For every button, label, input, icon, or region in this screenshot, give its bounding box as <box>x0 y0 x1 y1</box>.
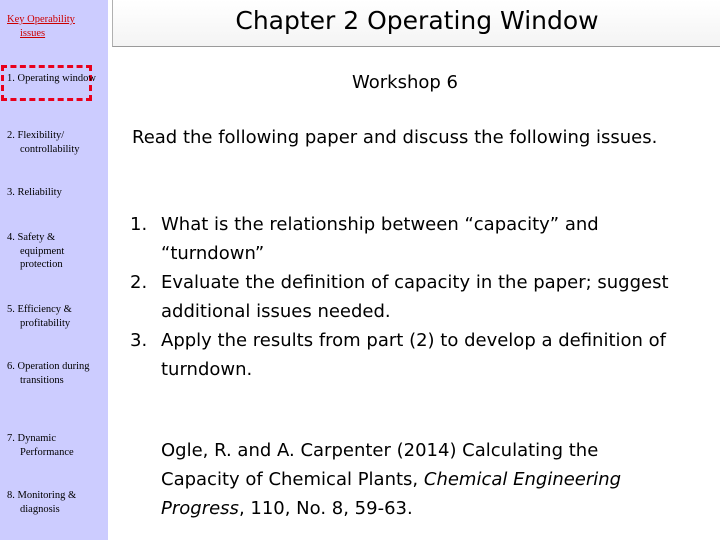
sidebar-item-safety[interactable] <box>6 231 102 272</box>
sidebar-item-label: 1. Operating window <box>7 73 96 84</box>
sidebar-item-label: 7. Dynamic Performance <box>7 433 74 458</box>
reference-details: , 110, No. 8, 59-63. <box>238 498 413 519</box>
sidebar-nav <box>0 0 108 540</box>
sidebar-item-label: 6. Operation during transitions <box>7 361 90 386</box>
sidebar-item-monitoring[interactable] <box>6 489 102 516</box>
slide-subtitle: Workshop 6 <box>352 72 458 93</box>
question-number: 1. <box>130 214 148 235</box>
sidebar-item-efficiency[interactable] <box>6 303 102 330</box>
question-text: What is the relationship between “capacity” and “turndown” <box>161 214 599 264</box>
question-text: Evaluate the definition of capacity in the paper; suggest additional issues needed. <box>161 272 669 322</box>
sidebar-item-label: 5. Efficiency & profitability <box>7 304 72 329</box>
intro-text: Read the following paper and discuss the following issues. <box>132 127 658 148</box>
reference-journal: Chemical Engineering Progress <box>161 469 622 519</box>
sidebar-item-transitions[interactable] <box>6 360 102 387</box>
slide-title-bar <box>112 0 720 47</box>
sidebar-item-dynamic-performance[interactable] <box>6 432 102 459</box>
question-text: Apply the results from part (2) to develop a definition of turndown. <box>161 330 667 380</box>
sidebar-title-label: Key Operability issues <box>7 14 75 39</box>
sidebar-title[interactable] <box>6 13 102 40</box>
sidebar-item-label: 8. Monitoring & diagnosis <box>7 490 77 515</box>
question-number: 2. <box>130 272 148 293</box>
sidebar-item-label: 3. Reliability <box>7 187 62 198</box>
sidebar-item-label: 2. Flexibility/ controllability <box>7 130 80 155</box>
sidebar-item-label: 4. Safety & equipment protection <box>7 232 65 270</box>
reference-citation <box>161 436 681 523</box>
question-list <box>130 210 700 384</box>
sidebar-item-reliability[interactable] <box>6 186 102 200</box>
list-item <box>130 268 700 326</box>
list-item <box>130 210 700 268</box>
list-item <box>130 326 700 384</box>
reference-authors: Ogle, R. and A. Carpenter (2014) Calculating the Capacity of Chemical Plants, <box>161 440 599 490</box>
question-number: 3. <box>130 330 148 351</box>
sidebar-item-operating-window[interactable] <box>6 72 102 86</box>
slide-title: Chapter 2 Operating Window <box>235 6 599 35</box>
sidebar-item-flexibility[interactable] <box>6 129 102 156</box>
